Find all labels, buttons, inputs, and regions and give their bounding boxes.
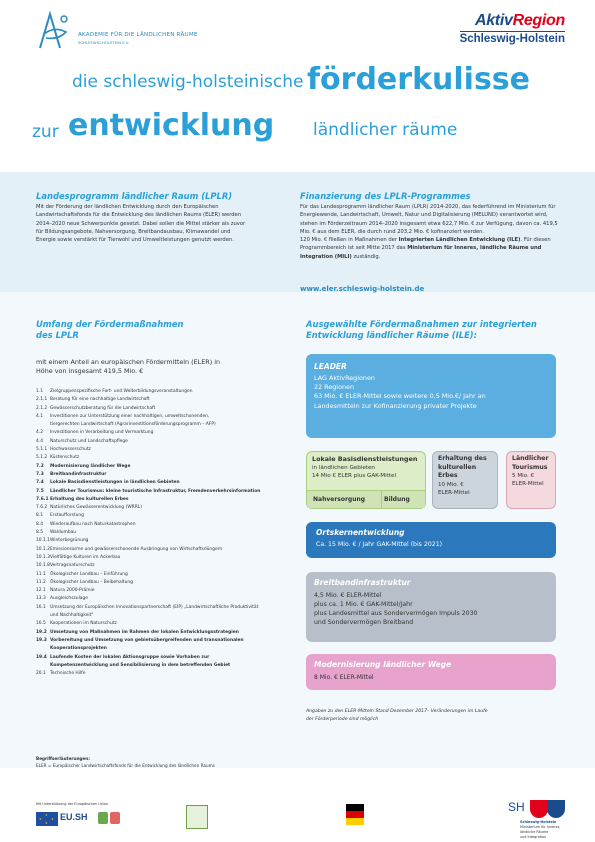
aktivregion-region: Region: [512, 12, 565, 29]
measure-number: 16.1: [36, 604, 46, 610]
kultur-title: Erhaltung des kulturellen Erbes: [438, 455, 487, 479]
partner-logo-icon: [110, 812, 120, 824]
measure-number: 20.1: [36, 671, 46, 677]
measure-number: 19.4: [36, 654, 47, 660]
measure-text: Ökologischer Landbau – Beibehaltung: [50, 579, 133, 585]
measure-text: Erhaltung des kulturellen Erbes: [50, 496, 129, 502]
measure-text: Emissionsarme und gewässerschonende Ausbringung von Wirtschaftsdüngern: [50, 546, 223, 552]
financing-text: Für das Landesprogramm ländlicher Raum (LPLR) 2014-2020, das federführend im Ministerium für Energiewende, Landwirtschaft, Umwelt, Natur und Digitalisierung (MELUND) verantwortet wird, stehen im Förderzeitraum 2014–2020 insgesamt etwa 622,7 Mio. € zur Verfügung, davon ca. 419,5 Mio. € aus dem ELER, die durch rund 203,2 Mio. € kofinanziert werden. 120 Mio. € fließen in Maßnahmen der Integrierten Ländlichen Entwicklung (ILE). Für diesen Programmbereich ist seit Mitte 2017 das Ministerium für Inneres, ländliche Räume und Integration (MILI) zuständig.: [300, 204, 558, 260]
measure-text: Hochwasserschutz: [50, 447, 91, 453]
measure-row: [36, 579, 296, 587]
measure-number: 8.4: [36, 521, 43, 527]
eush-logo: EU.SH: [60, 812, 88, 822]
header: [0, 0, 595, 172]
measure-row: [36, 562, 296, 570]
measure-number: 4.1: [36, 413, 43, 419]
breitband-box: [306, 572, 556, 642]
abbreviations: Begriffserläuterungen: ELER = Europäischer Landwirtschaftsfonds für die Entwicklung des ländlichen Raums: [36, 756, 215, 768]
measure-text: Vielfältige Kulturen im Ackerbau: [50, 554, 121, 560]
measure-text: Lokale Basisdienstleistungen in ländlichen Gebieten: [50, 480, 180, 486]
measure-text: Gewässerschutzberatung für die Landwirtschaft: [50, 405, 156, 411]
strip-divider: [381, 491, 382, 508]
measure-number: 8.1: [36, 513, 43, 519]
measure-number: 4.2: [36, 430, 43, 436]
title-foerderkulisse: förderkulisse: [307, 62, 531, 97]
measure-text: Kooperationsprojekten: [50, 646, 107, 652]
measure-row: [36, 629, 296, 637]
measure-text: Küstenschutz: [50, 455, 80, 461]
measure-number: 11.2: [36, 579, 46, 585]
measure-row: [36, 670, 296, 678]
measure-row: [36, 446, 296, 454]
measure-number: 10.1.2: [36, 546, 50, 552]
measure-text: Winterbegrünung: [50, 538, 89, 544]
measure-text: Modernisierung ländlicher Wege: [50, 463, 131, 469]
measure-text: Erstaufforstung: [50, 513, 84, 519]
tourismus-box: [506, 451, 556, 509]
measure-number: [36, 645, 50, 653]
measure-number: 7.2: [36, 463, 44, 469]
measure-row: [36, 529, 296, 537]
measure-row: [36, 454, 296, 462]
wege-box: [306, 654, 556, 690]
measure-text: Natura 2000-Prämie: [50, 588, 95, 594]
measure-text: Breitbandinfrastruktur: [50, 471, 107, 477]
measure-text: Vorbereitung und Umsetzung von gebietsübergreifenden und transnationalen: [50, 637, 244, 643]
measure-text: und Nachhaltigkeit": [50, 613, 94, 619]
germany-flag-icon: [346, 804, 364, 826]
measure-text: tiergerechten Landwirtschaft (Agrarinvestitionsförderungsprogramm – AFP): [50, 422, 216, 428]
measure-number: 2.1.2: [36, 405, 48, 411]
measure-number: 5.1.2: [36, 455, 48, 461]
measure-text: Ökologischer Landbau – Einführung: [50, 571, 128, 577]
basisdienst-title: Lokale Basisdienstleistungen: [312, 455, 418, 463]
basisdienst-text: in ländlichen Gebieten 14 Mio € ELER plus GAK-Mittel: [312, 465, 397, 479]
measure-number: 7.5: [36, 488, 44, 494]
ortskern-box: [306, 522, 556, 558]
measure-text: Beratung für eine nachhaltige Landwirtschaft: [50, 397, 150, 403]
sh-crest-icon: [547, 800, 565, 818]
lplr-heading: Landesprogramm ländlicher Raum (LPLR): [36, 191, 233, 201]
measure-row: [36, 405, 296, 413]
measure-number: 8.5: [36, 530, 43, 536]
measure-text: Natürliches Gewässerentwicklung (WRRL): [50, 505, 142, 511]
eu-flag-icon: ★ ★ ★ ★: [36, 812, 58, 826]
measure-number: [36, 612, 50, 620]
measure-row: [36, 471, 296, 479]
measure-row: [36, 595, 296, 603]
title-pre: die schleswig-holsteinische: [72, 72, 304, 92]
measure-text: Investitionen in Verarbeitung und Vermarktung: [50, 430, 154, 436]
measure-number: 10.1.1: [36, 538, 50, 544]
measure-text: Laufende Kosten der lokalen Aktionsgruppe sowie Vorhaben zur: [50, 654, 210, 660]
measure-number: [36, 421, 50, 429]
measure-row: [36, 612, 296, 620]
measure-number: 10.1.3: [36, 554, 50, 560]
measure-row: [36, 463, 296, 471]
measure-row: [36, 421, 296, 429]
measure-row: [36, 662, 296, 670]
measure-number: 2.1.1: [36, 397, 48, 403]
academy-logo: [36, 10, 216, 50]
measure-text: Umsetzung von Maßnahmen im Rahmen der lokalen Entwicklungsstrategien: [50, 629, 239, 635]
measure-text: Zielgruppenspezifische Fort- und Weiterbildungsveranstaltungen: [50, 389, 193, 394]
title-post: ländlicher räume: [313, 120, 458, 140]
wege-text: 8 Mio. € ELER-Mittel: [314, 674, 374, 681]
measure-row: [36, 645, 296, 653]
measure-row: [36, 413, 296, 421]
measure-number: 4.4: [36, 438, 43, 444]
sh-crest-icon: [530, 800, 548, 818]
measure-row: [36, 496, 296, 504]
measure-row: [36, 587, 296, 595]
measure-row: [36, 521, 296, 529]
ortskern-title: Ortskernentwicklung: [316, 528, 405, 537]
measure-row: [36, 537, 296, 545]
measure-row: [36, 554, 296, 562]
measure-text: Vertragsnaturschutz: [50, 563, 95, 569]
leader-title: LEADER: [314, 362, 347, 371]
lplr-text: Mit der Förderung der ländlichen Entwicklung durch den Europäischen Landwirtschaftsfonds für die Entwicklung des ländlichen Raums (ELER) werden 2014–2020 neue Schwerpunkte gesetzt. Dabei sollen die Mittel stärker als zuvor für Bildungsangebote, Nahversorgung, Breitbandausbau, Klimawandel und Energie sowie verstärkt für Tierwohl und Umweltleistungen genutzt werden.: [36, 204, 246, 244]
basisdienst-strip: [307, 490, 425, 508]
measure-row: [36, 654, 296, 662]
ortskern-text: Ca. 15 Mio. € / Jahr GAK-Mittel (bis 2021): [316, 541, 443, 548]
measure-row: [36, 504, 296, 512]
measure-row: [36, 512, 296, 520]
bildung-label: Bildung: [384, 496, 410, 503]
aktivregion-aktiv: Aktiv: [474, 12, 513, 29]
nahversorgung-label: Nahversorgung: [313, 496, 366, 503]
measure-number: 1.1: [36, 389, 43, 394]
academy-logo-icon: [36, 10, 72, 50]
measure-text: Naturschutz und Landschaftspflege: [50, 438, 128, 444]
measure-row: [36, 546, 296, 554]
measure-row: [36, 479, 296, 487]
measure-number: 7.3: [36, 471, 44, 477]
financing-heading: Finanzierung des LPLR-Programmes: [300, 191, 471, 201]
measure-number: 5.1.1: [36, 447, 48, 453]
measure-number: 11.1: [36, 571, 46, 577]
measure-row: [36, 488, 296, 496]
measure-number: 19.3: [36, 637, 47, 643]
tourismus-text: 5 Mio. € ELER-Mittel: [512, 473, 544, 487]
measure-text: Technische Hilfe: [50, 671, 86, 677]
tourismus-title: Ländlicher Tourismus: [512, 455, 549, 471]
aktivregion-sub: Schleswig-Holstein: [459, 33, 565, 45]
measure-number: [36, 662, 50, 670]
sh-logo: SH: [508, 800, 525, 814]
measure-row: [36, 637, 296, 645]
measure-row: [36, 429, 296, 437]
measure-row: [36, 396, 296, 404]
aktivregion-logo: [460, 12, 565, 45]
leader-box: [306, 354, 556, 438]
measure-number: 16.5: [36, 621, 46, 627]
measure-row: [36, 620, 296, 628]
measure-number: 7.6.2: [36, 505, 48, 511]
kultur-text: 10 Mio. € ELER-Mittel: [438, 482, 470, 496]
measure-text: Ausgleichszulage: [50, 596, 88, 602]
measure-text: Kompetenzentwicklung und Sensibilisierung in dem betreffenden Gebiet: [50, 662, 231, 668]
basisdienst-box: [306, 451, 426, 509]
measure-text: Ländlicher Tourismus: kleine touristische Infrastruktur, Fremdenverkehrsinformation: [50, 488, 261, 494]
measure-number: 10.1.8: [36, 563, 50, 569]
measure-text: Kooperationen im Naturschutz: [50, 621, 117, 627]
measure-row: [36, 571, 296, 579]
wege-title: Modernisierung ländlicher Wege: [314, 660, 452, 669]
title-zur: zur: [32, 122, 59, 142]
ile-note: Angaben zu den ELER-Mitteln Stand Dezember 2017– Veränderungen im Laufe der Förderperiode sind möglich: [306, 709, 488, 722]
measure-row: [36, 388, 296, 396]
measure-text: Wiederaufbau nach Naturkatastrophen: [50, 521, 136, 527]
title-entwicklung: entwicklung: [68, 108, 275, 143]
measure-row: [36, 438, 296, 446]
partner-logo-icon: [98, 812, 108, 824]
eu-funded-text: Mit Unterstützung der Europäischen Union: [36, 802, 109, 806]
breitband-title: Breitbandinfrastruktur: [314, 578, 411, 587]
ile-heading: Ausgewählte Fördermaßnahmen zur integrierten Entwicklung ländlicher Räume (ILE):: [306, 319, 537, 340]
kultur-box: [432, 451, 498, 509]
measures-list: [36, 388, 296, 678]
measures-heading: Umfang der Fördermaßnahmen des LPLR: [36, 319, 184, 340]
measure-text: Investitionen zur Unterstützung einer nachhaltigen, umweltschonenden,: [50, 413, 210, 419]
measure-text: Umsetzung der Europäischen Innovationspartnerschaft (EIP) „Landwirtschaftliche Produktivität: [50, 604, 259, 610]
measure-number: 13.3: [36, 596, 46, 602]
measure-number: 19.2: [36, 629, 47, 635]
academy-subname: SCHLESWIG-HOLSTEIN E.V.: [78, 40, 130, 45]
academy-name: AKADEMIE FÜR DIE LÄNDLICHEN RÄUME: [78, 32, 198, 38]
leader-logo-icon: [186, 805, 208, 829]
ministry-name: Schleswig-Holstein Ministerium für Inneres, ländliche Räume und Integration: [520, 820, 561, 839]
eler-link[interactable]: www.eler.schleswig-holstein.de: [300, 285, 425, 293]
measure-number: 7.6.1: [36, 496, 49, 502]
measure-number: 7.4: [36, 480, 44, 486]
measures-intro: mit einem Anteil an europäischen Fördermitteln (ELER) in Höhe von insgesamt 419,5 Mio. €: [36, 358, 221, 375]
measure-text: Waldumbau: [50, 530, 77, 536]
breitband-text: 4,5 Mio. € ELER-Mittel plus ca. 1 Mio. € GAK-Mittel/Jahr plus Landesmittel aus Sondervermögen Impuls 2030 und Sondervermögen Breitband: [314, 592, 478, 626]
measure-number: 12.1: [36, 588, 46, 594]
leader-text: LAG AktivRegionen 22 Regionen 63 Mio. € ELER-Mittel sowie weitere 0,5 Mio.€/ Jahr an Landesmitteln zur Kofinanzierung privater Projekte: [314, 374, 486, 410]
measure-row: [36, 604, 296, 612]
